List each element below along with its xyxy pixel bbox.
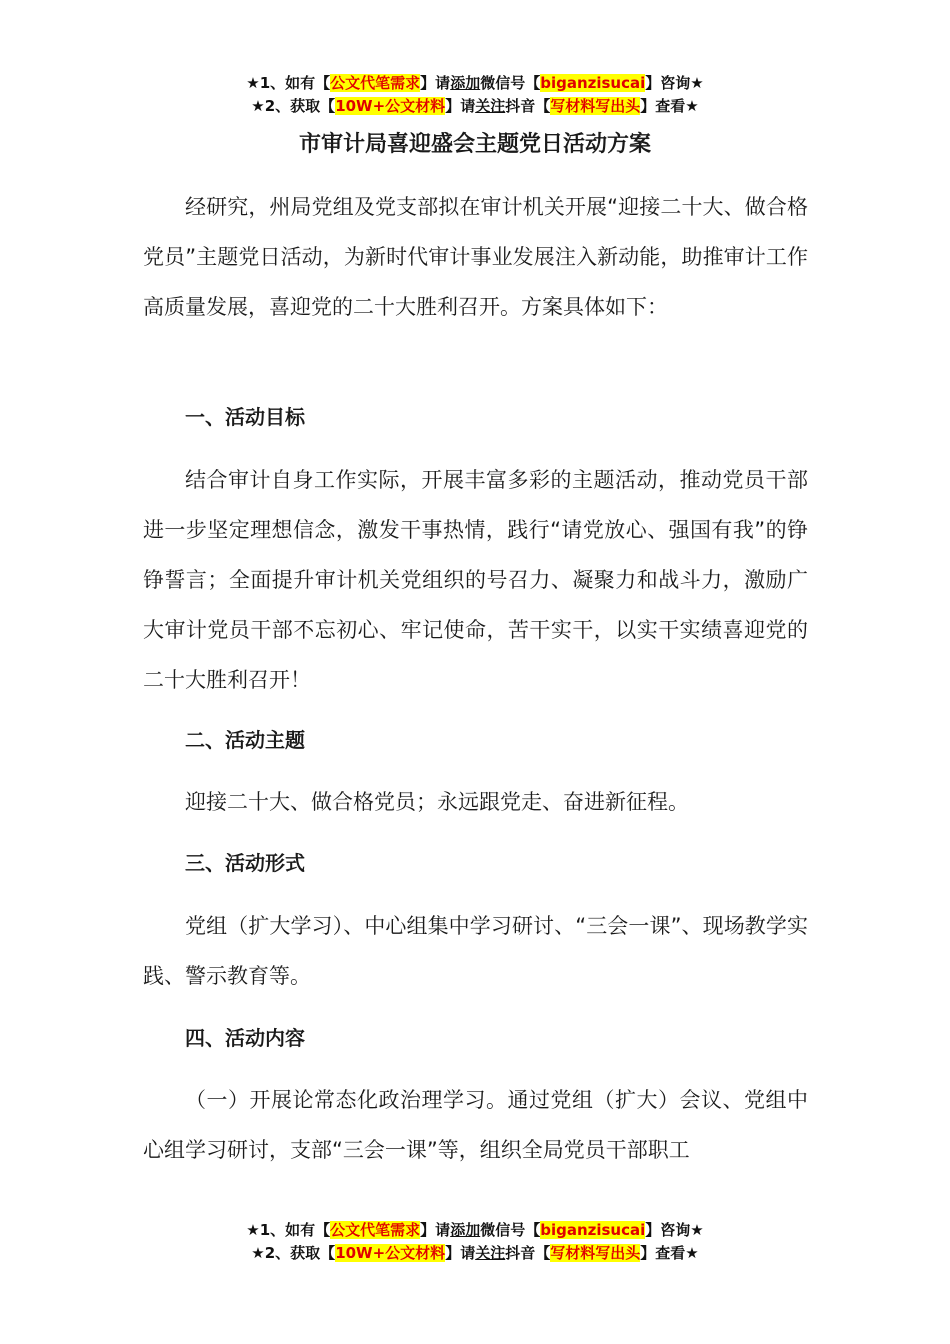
ad-text: 】查看★ bbox=[640, 1244, 699, 1262]
section-2-body: 迎接二十大、做合格党员；永远跟党走、奋进新征程。 bbox=[185, 790, 689, 814]
header-ad-line-2 bbox=[0, 95, 950, 117]
ad-text: 】查看★ bbox=[640, 97, 699, 115]
ad-text: ★1、如有【 bbox=[246, 74, 331, 92]
ad-text: 】请 bbox=[420, 74, 451, 92]
ad-text: 】咨询★ bbox=[645, 74, 704, 92]
ad-underline: 关注 bbox=[475, 1244, 506, 1262]
ad-text: 】请 bbox=[420, 1221, 451, 1239]
ad-underline: 关注 bbox=[475, 97, 506, 115]
header-ad-line-1 bbox=[0, 72, 950, 94]
ad-text: 】请 bbox=[445, 97, 476, 115]
section-2-heading: 二、活动主题 bbox=[185, 728, 305, 752]
section-1-body: 结合审计自身工作实际，开展丰富多彩的主题活动，推动党员干部进一步坚定理想信念，激发干事热情，践行“请党放心、强国有我”的铮铮誓言；全面提升审计机关党组织的号召力、凝聚力和战斗力，激励广大审计党员干部不忘初心、牢记使命，苦干实干，以实干实绩喜迎党的二十大胜利召开！ bbox=[143, 468, 808, 692]
document-title: 市审计局喜迎盛会主题党日活动方案 bbox=[298, 132, 651, 157]
ad-douyin-id: 写材料写出头 bbox=[550, 1244, 641, 1262]
ad-text: ★2、获取【 bbox=[251, 1244, 336, 1262]
ad-text: 微信号【 bbox=[480, 74, 541, 92]
ad-text: 微信号【 bbox=[480, 1221, 541, 1239]
footer-ad-line-1 bbox=[0, 1219, 950, 1241]
ad-underline: 添加 bbox=[450, 74, 481, 92]
ad-underline: 添加 bbox=[450, 1221, 481, 1239]
intro-paragraph: 经研究，州局党组及党支部拟在审计机关开展“迎接二十大、做合格党员”主题党日活动，为新时代审计事业发展注入新动能，助推审计工作高质量发展，喜迎党的二十大胜利召开。方案具体如下： bbox=[143, 195, 808, 319]
ad-wechat-id: biganzisucai bbox=[540, 1221, 646, 1239]
ad-text: ★2、获取【 bbox=[251, 97, 336, 115]
section-1-heading: 一、活动目标 bbox=[185, 405, 305, 429]
ad-douyin-id: 写材料写出头 bbox=[550, 97, 641, 115]
ad-highlight: 公文代笔需求 bbox=[330, 1221, 421, 1239]
ad-text: 抖音【 bbox=[505, 1244, 551, 1262]
ad-highlight: 10W+公文材料 bbox=[335, 97, 446, 115]
ad-text: 】咨询★ bbox=[645, 1221, 704, 1239]
ad-text: 】请 bbox=[445, 1244, 476, 1262]
ad-text: ★1、如有【 bbox=[246, 1221, 331, 1239]
ad-highlight: 公文代笔需求 bbox=[330, 74, 421, 92]
footer-ad-line-2 bbox=[0, 1242, 950, 1264]
ad-text: 抖音【 bbox=[505, 97, 551, 115]
section-3-body: 党组（扩大学习）、中心组集中学习研讨、“三会一课”、现场教学实践、警示教育等。 bbox=[143, 914, 808, 988]
section-3-heading: 三、活动形式 bbox=[185, 851, 305, 875]
section-4-body: （一）开展论常态化政治理学习。通过党组（扩大）会议、党组中心组学习研讨，支部“三会一课”等，组织全局党员干部职工 bbox=[143, 1088, 808, 1162]
ad-highlight: 10W+公文材料 bbox=[335, 1244, 446, 1262]
ad-wechat-id: biganzisucai bbox=[540, 74, 646, 92]
section-4-heading: 四、活动内容 bbox=[185, 1026, 305, 1050]
